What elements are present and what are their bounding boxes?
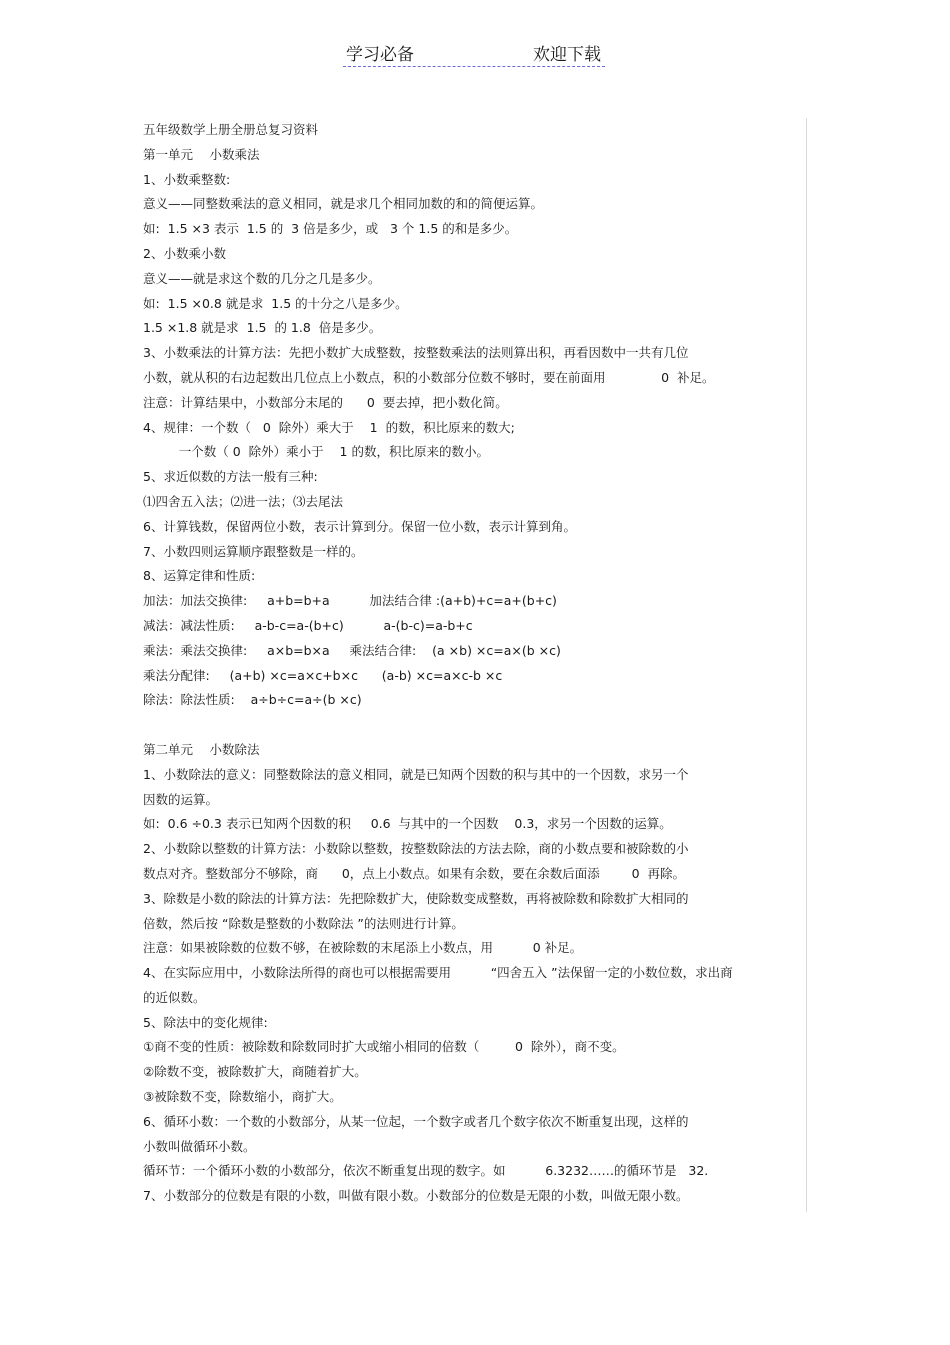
text-line: 减法：减法性质: a-b-c=a-(b+c) a-(b-c)=a-b+c: [143, 617, 473, 633]
text-line: 倍数，然后按 “除数是整数的小数除法 ”的法则进行计算。: [143, 915, 464, 931]
text-line: 因数的运算。: [143, 791, 219, 807]
text-line: 4、规律：一个数（ 0 除外）乘大于 1 的数，积比原来的数大;: [143, 419, 515, 435]
text-line: 2、小数乘小数: [143, 245, 226, 261]
text-line: 如: 1.5 ×3 表示 1.5 的 3 倍是多少，或 3 个 1.5 的和是多少。: [143, 221, 518, 237]
header-right-text: 欢迎下载: [533, 45, 601, 65]
margin-rule: [806, 118, 807, 1212]
text-line: 7、小数部分的位数是有限的小数，叫做有限小数。小数部分的位数是无限的小数，叫做无限小数。: [143, 1188, 689, 1204]
text-line: ①商不变的性质：被除数和除数同时扩大或缩小相同的倍数（ 0 除外），商不变。: [143, 1039, 625, 1055]
text-line: 3、小数乘法的计算方法：先把小数扩大成整数，按整数乘法的法则算出积，再看因数中一共有几位: [143, 345, 689, 361]
text-line: 4、在实际应用中，小数除法所得的商也可以根据需要用 “四舍五入 ”法保留一定的小数位数，求出商: [143, 965, 733, 981]
text-line: 第二单元 小数除法: [143, 741, 260, 757]
text-line: 7、小数四则运算顺序跟整数是一样的。: [143, 543, 364, 559]
text-line: 循环节：一个循环小数的小数部分，依次不断重复出现的数字。如 6.3232……的循环节是 32.: [143, 1163, 709, 1179]
text-line: 意义——就是求这个数的几分之几是多少。: [143, 270, 381, 286]
text-line: 3、除数是小数的除法的计算方法：先把除数扩大，使除数变成整数，再将被除数和除数扩大相同的: [143, 890, 689, 906]
text-line: 第一单元 小数乘法: [143, 146, 260, 162]
text-line: 一个数（ 0 除外）乘小于 1 的数，积比原来的数小。: [143, 444, 489, 460]
text-line: 8、运算定律和性质:: [143, 568, 256, 584]
text-line: 小数叫做循环小数。: [143, 1138, 256, 1154]
text-line: 5、除法中的变化规律:: [143, 1014, 268, 1030]
text-line: 6、计算钱数，保留两位小数，表示计算到分。保留一位小数，表示计算到角。: [143, 518, 576, 534]
text-line: 注意：计算结果中，小数部分末尾的 0 要去掉，把小数化简。: [143, 394, 508, 410]
text-line: ②除数不变，被除数扩大，商随着扩大。: [143, 1064, 367, 1080]
text-line: ⑴四舍五入法；⑵进一法；⑶去尾法: [143, 493, 344, 509]
text-line: 2、小数除以整数的计算方法：小数除以整数，按整数除法的方法去除，商的小数点要和被除数的小: [143, 841, 689, 857]
text-line: 6、循环小数：一个数的小数部分，从某一位起，一个数字或者几个数字依次不断重复出现，这样的: [143, 1113, 689, 1129]
text-line: 加法：加法交换律: a+b=b+a 加法结合律 :(a+b)+c=a+(b+c): [143, 593, 557, 609]
text-line: ③被除数不变，除数缩小，商扩大。: [143, 1089, 342, 1105]
text-line: 乘法：乘法交换律: a×b=b×a 乘法结合律: (a ×b) ×c=a×(b ×c): [143, 642, 561, 658]
text-line: 数点对齐。整数部分不够除，商 0，点上小数点。如果有余数，要在余数后面添 0 再除。: [143, 865, 685, 881]
text-line: 乘法分配律: (a+b) ×c=a×c+b×c (a-b) ×c=a×c-b ×c: [143, 667, 503, 683]
text-line: 1、小数除法的意义：同整数除法的意义相同，就是已知两个因数的积与其中的一个因数，求另一个: [143, 766, 689, 782]
text-line: 除法：除法性质: a÷b÷c=a÷(b ×c): [143, 692, 362, 708]
text-line: 1.5 ×1.8 就是求 1.5 的 1.8 倍是多少。: [143, 320, 382, 336]
blank-line: [143, 713, 793, 738]
text-line: 意义——同整数乘法的意义相同，就是求几个相同加数的和的简便运算。: [143, 196, 544, 212]
text-line: 小数，就从积的右边起数出几位点上小数点，积的小数部分位数不够时，要在前面用 0 补足。: [143, 369, 715, 385]
text-line: 的近似数。: [143, 989, 206, 1005]
text-line: 注意：如果被除数的位数不够，在被除数的末尾添上小数点，用 0 补足。: [143, 940, 583, 956]
page-header: [343, 40, 605, 67]
text-line: 如: 0.6 ÷0.3 表示已知两个因数的积 0.6 与其中的一个因数 0.3，求另一个因数的运算。: [143, 816, 672, 832]
text-line: 5、求近似数的方法一般有三种:: [143, 469, 318, 485]
document-body: [143, 118, 793, 1209]
text-line: 1、小数乘整数:: [143, 171, 231, 187]
text-line: 五年级数学上册全册总复习资料: [143, 122, 319, 137]
text-line: 如: 1.5 ×0.8 就是求 1.5 的十分之八是多少。: [143, 295, 408, 311]
header-left-text: 学习必备: [346, 45, 414, 65]
